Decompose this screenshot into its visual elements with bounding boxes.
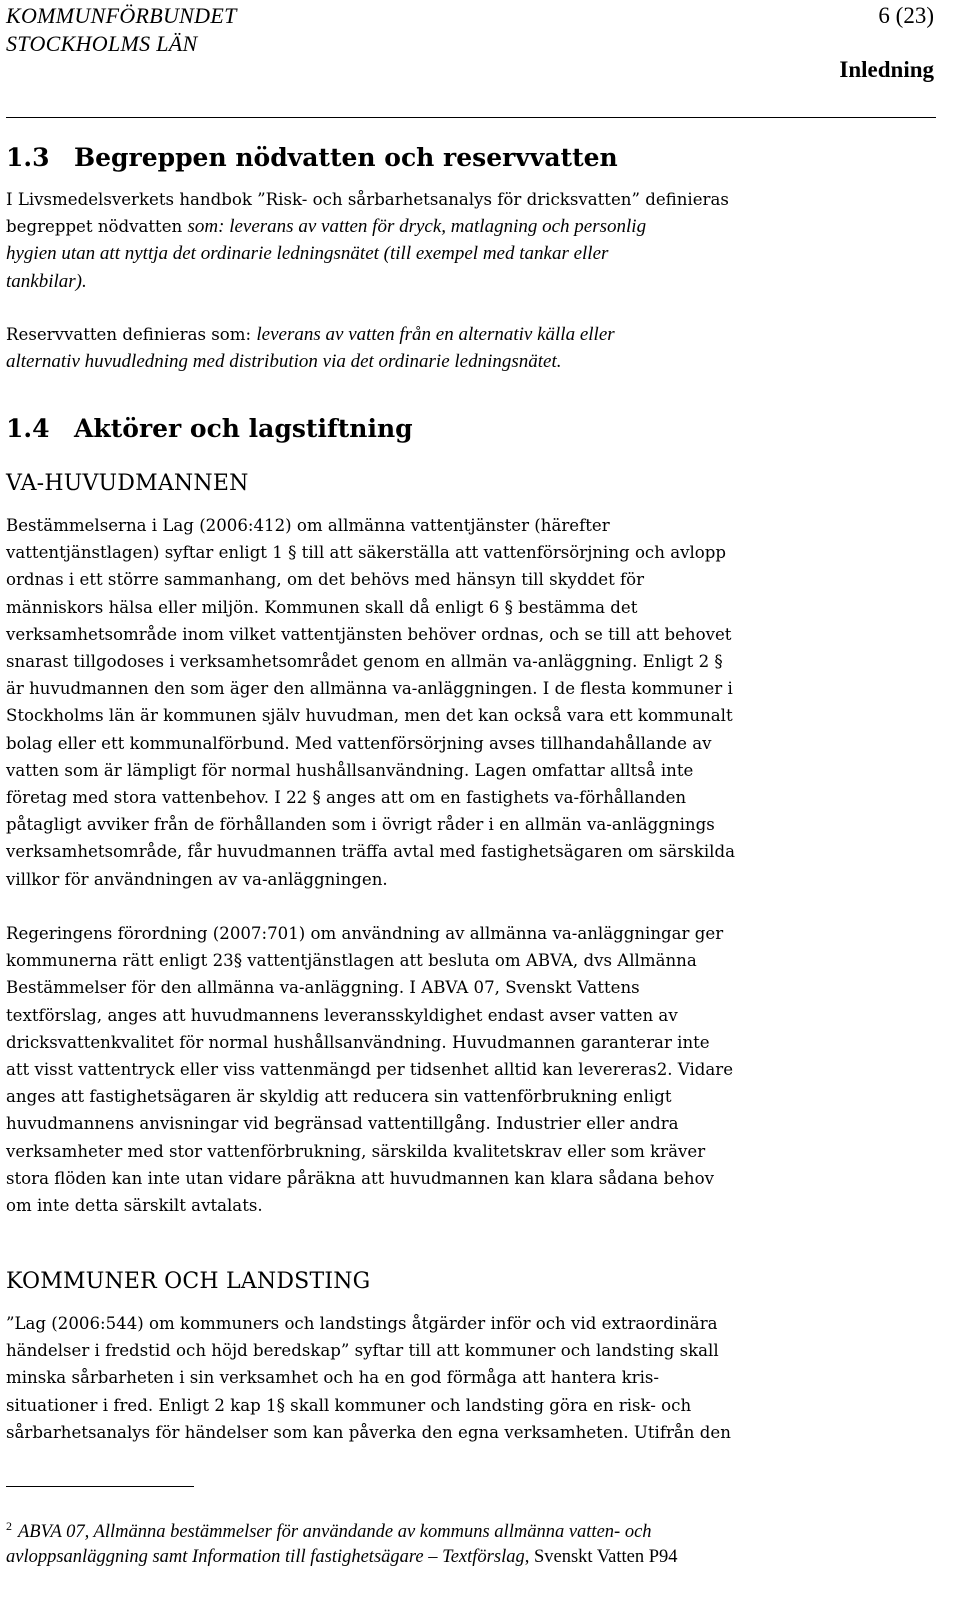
italic-text-run: avloppsanläggning samt Information till fastighetsägare – Textförslag — [6, 1547, 525, 1567]
page-number: 6 (23) — [878, 3, 934, 28]
footnote — [6, 1514, 906, 1570]
text-line: verksamheter med stor vattenförbrukning, särskilda kvalitetskrav eller som kräver — [6, 1141, 706, 1161]
text-line: hygien utan att nyttja det ordinarie ledningsnätet (till exempel med tankar eller — [6, 243, 609, 265]
paragraph-va-huvudmannen — [6, 512, 806, 893]
text-line: Stockholms län är kommunen själv huvudman, men det kan också vara ett kommunalt — [6, 706, 733, 726]
text-line: anges att fastighetsägaren är skyldig att reducera sin vattenförbrukning enligt — [6, 1087, 672, 1107]
text-line: verksamhetsområde inom vilket vattentjänsten behöver ordnas, och se till att behovet — [6, 624, 732, 644]
paragraph-abva — [6, 920, 806, 1219]
text-run: Reservvatten definieras som: — [6, 325, 257, 344]
paragraph-reservvatten — [6, 321, 806, 375]
text-line: vattentjänstlagen) syftar enligt 1 § till att säkerställa att vattenförsörjning och avlopp — [6, 543, 726, 563]
text-line: villkor för användningen av va-anläggningen. — [6, 869, 388, 889]
text-line — [6, 321, 806, 348]
text-line: snarast tillgodoses i verksamhetsområdet genom en allmän va-anläggning. Enligt 2 § — [6, 652, 723, 672]
text-line: I Livsmedelsverkets handbok ”Risk- och sårbarhetsanalys för dricksvatten” definieras — [6, 190, 729, 209]
text-line: att visst vattentryck eller viss vattenmängd per tidsenhet alltid kan levereras2. Vidare — [6, 1060, 734, 1080]
text-run: , Svenskt Vatten P94 — [524, 1547, 678, 1567]
text-line: tankbilar). — [6, 270, 87, 292]
footnote-line — [6, 1514, 906, 1545]
section-number: 1.3 — [6, 143, 50, 172]
chapter-title: Inledning — [839, 57, 934, 82]
section-number: 1.4 — [6, 414, 50, 443]
italic-text-run: ABVA 07, Allmänna bestämmelser för användande av kommuns allmänna vatten- och — [18, 1522, 652, 1542]
text-run: begreppet nödvatten — [6, 217, 188, 237]
organization-name — [6, 2, 237, 58]
text-line: Regeringens förordning (2007:701) om användning av allmänna va-anläggningar ger — [6, 924, 724, 943]
organization-line-2: STOCKHOLMS LÄN — [6, 31, 198, 56]
footnote-divider — [6, 1486, 194, 1487]
footnote-mark: 2 — [6, 1519, 12, 1533]
italic-text-run: som: leverans av vatten för dryck, matlagning och personlig — [187, 216, 647, 238]
text-line: verksamhetsområde, får huvudmannen träffa avtal med fastighetsägaren om särskilda — [6, 842, 735, 862]
section-heading-1-3 — [6, 143, 618, 173]
text-line: textförslag, anges att huvudmannens leveransskyldighet endast avser vatten av — [6, 1005, 678, 1025]
text-line: kommunerna rätt enligt 23§ vattentjänstlagen att besluta om ABVA, dvs Allmänna — [6, 951, 697, 971]
text-line: Bestämmelser för den allmänna va-anläggning. I ABVA 07, Svenskt Vattens — [6, 978, 640, 998]
text-line: påtagligt avviker från de förhållanden som i övrigt råder i en allmän va-anläggnings — [6, 815, 715, 835]
paragraph-kommuner-och-landsting — [6, 1310, 806, 1446]
italic-text-run: leverans av vatten från en alternativ källa eller — [256, 324, 615, 345]
text-line: händelser i fredstid och höjd beredskap” syftar till att kommuner och landsting skall — [6, 1341, 719, 1361]
text-line: om inte detta särskilt avtalats. — [6, 1196, 263, 1216]
text-line: minska sårbarheten i sin verksamhet och ha en god förmåga att hantera kris- — [6, 1368, 660, 1388]
section-title: Aktörer och lagstiftning — [74, 414, 413, 443]
text-line: vatten som är lämpligt för normal hushållsanvändning. Lagen omfattar alltså inte — [6, 760, 694, 780]
text-line: alternativ huvudledning med distribution via det ordinarie ledningsnätet. — [6, 351, 562, 373]
text-line: människors hälsa eller miljön. Kommunen skall då enligt 6 § bestämma det — [6, 597, 638, 617]
text-line: ordnas i ett större sammanhang, om det behövs med hänsyn till skyddet för — [6, 570, 645, 590]
text-line: Bestämmelserna i Lag (2006:412) om allmänna vattentjänster (härefter — [6, 516, 610, 535]
header-divider — [6, 117, 936, 118]
section-heading-1-4 — [6, 414, 413, 444]
paragraph-nodvatten — [6, 186, 806, 295]
subheading-va-huvudmannen: VA-HUVUDMANNEN — [6, 471, 249, 496]
text-line: bolag eller ett kommunalförbund. Med vattenförsörjning avses tillhandahållande av — [6, 733, 712, 753]
text-line: sårbarhetsanalys för händelser som kan påverka den egna verksamheten. Utifrån den — [6, 1422, 731, 1442]
text-line: ”Lag (2006:544) om kommuners och landstings åtgärder inför och vid extraordinära — [6, 1314, 718, 1333]
text-line: dricksvattenkvalitet för normal hushållsanvändning. Huvudmannen garanterar inte — [6, 1032, 710, 1052]
text-line: företag med stora vattenbehov. I 22 § anges att om en fastighets va-förhållanden — [6, 788, 687, 808]
text-line: situationer i fred. Enligt 2 kap 1§ skall kommuner och landsting göra en risk- och — [6, 1395, 692, 1415]
text-line: är huvudmannen den som äger den allmänna va-anläggningen. I de flesta kommuner i — [6, 679, 733, 699]
text-line: huvudmannens anvisningar vid begränsad vattentillgång. Industrier eller andra — [6, 1114, 679, 1134]
footnote-line — [6, 1545, 906, 1570]
section-title: Begreppen nödvatten och reservvatten — [74, 143, 618, 172]
organization-line-1: KOMMUNFÖRBUNDET — [6, 3, 237, 28]
subheading-kommuner-och-landsting: KOMMUNER OCH LANDSTING — [6, 1269, 371, 1294]
text-line — [6, 213, 806, 240]
text-line: stora flöden kan inte utan vidare påräkna att huvudmannen kan klara sådana behov — [6, 1168, 714, 1188]
